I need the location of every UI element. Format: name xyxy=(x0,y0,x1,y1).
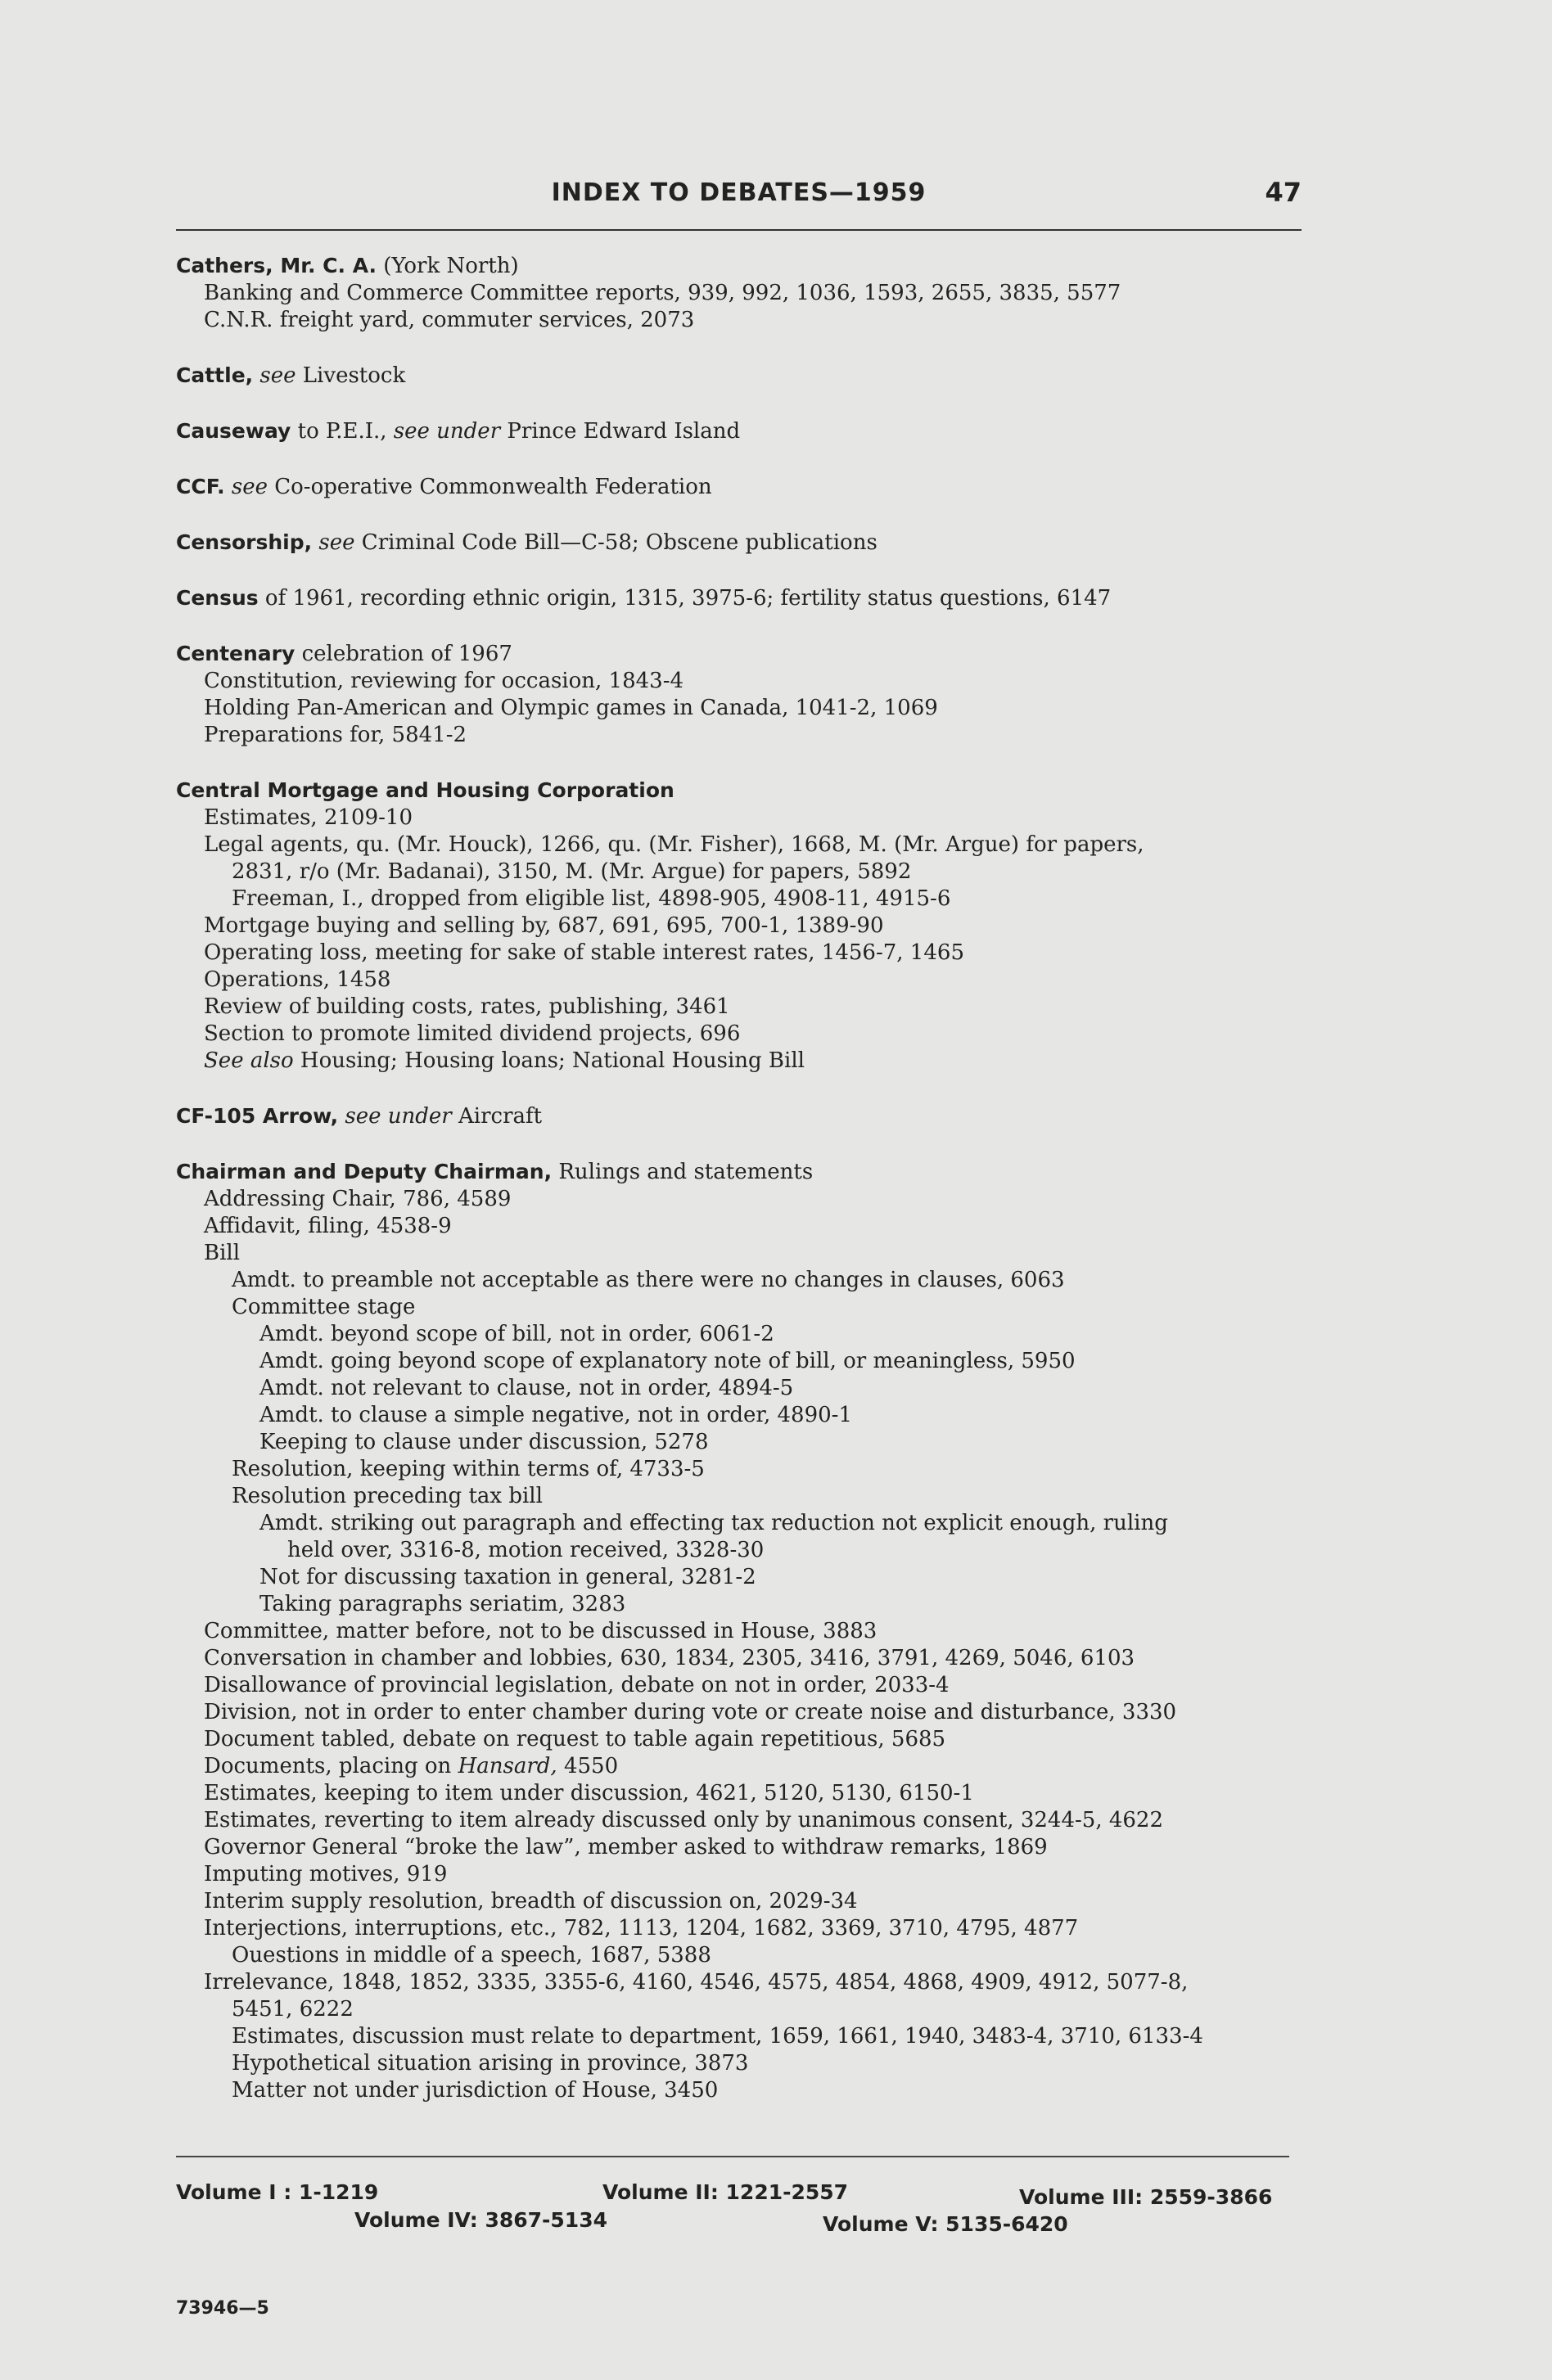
entry-term: Censorship, xyxy=(176,530,313,554)
index-entry xyxy=(176,252,1322,334)
page-title: INDEX TO DEBATES—1959 xyxy=(551,178,927,207)
sub-entry-text: C.N.R. freight yard, commuter services, 2073 xyxy=(204,308,695,332)
see-reference: see under xyxy=(338,1104,452,1129)
entry-heading xyxy=(176,584,1322,612)
sub-entry-text: Irrelevance, 1848, 1852, 3335, 3355-6, 4160, 4546, 4575, 4854, 4868, 4909, 4912, 5077-8, xyxy=(204,1970,1189,1995)
entry-detail: Livestock xyxy=(296,363,406,388)
sub-entry-text: Division, not in order to enter chamber during vote or create noise and disturbance, 3330 xyxy=(204,1700,1177,1724)
index-entry xyxy=(176,529,1322,557)
sub-entry xyxy=(176,967,1322,994)
sub-entry-text: Amdt. going beyond scope of explanatory note of bill, or meaningless, 5950 xyxy=(259,1349,1076,1373)
entry-term: Chairman and Deputy Chairman, xyxy=(176,1160,553,1183)
index-entry xyxy=(176,473,1322,501)
sub-entry-text: Addressing Chair, 786, 4589 xyxy=(204,1187,512,1211)
sub-entry xyxy=(176,1753,1322,1780)
sub-entry xyxy=(176,1213,1322,1240)
footer-volume-3: Volume III: 2559-3866 xyxy=(1019,2185,1273,2209)
entry-detail: (York North) xyxy=(377,254,519,278)
entry-detail: Co-operative Commonwealth Federation xyxy=(268,475,712,499)
entry-detail: Rulings and statements xyxy=(552,1160,814,1184)
sub-entry xyxy=(176,1969,1322,1996)
sub-entry xyxy=(176,1564,1322,1591)
sub-entry xyxy=(176,1780,1322,1807)
entry-heading xyxy=(176,1158,1322,1186)
sub-entry-text: Committee, matter before, not to be discussed in House, 3883 xyxy=(204,1619,878,1643)
sub-entry-text: Bill xyxy=(204,1241,241,1265)
sub-entry-text: 5451, 6222 xyxy=(232,1997,354,2022)
sub-entry xyxy=(176,1942,1322,1969)
sub-entry xyxy=(176,913,1322,940)
entry-detail: celebration of 1967 xyxy=(295,642,512,666)
entry-term: Central Mortgage and Housing Corporation xyxy=(176,778,674,802)
sub-entry-text: Operating loss, meeting for sake of stable interest rates, 1456-7, 1465 xyxy=(204,940,964,965)
sub-entry-text: Interjections, interruptions, etc., 782, 1113, 1204, 1682, 3369, 3710, 4795, 4877 xyxy=(204,1916,1079,1941)
sub-entry-text: Preparations for, 5841-2 xyxy=(204,723,467,747)
sub-entry-text: Amdt. striking out paragraph and effecting tax reduction not explicit enough, ruling xyxy=(259,1511,1168,1535)
sub-entry-text: Banking and Commerce Committee reports, 939, 992, 1036, 1593, 2655, 3835, 5577 xyxy=(204,281,1121,305)
sub-entry-text: Resolution preceding tax bill xyxy=(232,1484,543,1508)
sub-entry-text: Freeman, I., dropped from eligible list, 4898-905, 4908-11, 4915-6 xyxy=(232,886,951,911)
sub-entry xyxy=(176,1048,1322,1075)
sub-entry-text: held over, 3316-8, motion received, 3328-30 xyxy=(287,1538,765,1562)
sub-entry-text: Taking paragraphs seriatim, 3283 xyxy=(259,1592,626,1616)
sub-entry xyxy=(176,1726,1322,1753)
entry-heading xyxy=(176,362,1322,390)
sub-entry xyxy=(176,1618,1322,1645)
footer-volume-2: Volume II: 1221-2557 xyxy=(602,2180,849,2204)
index-entry xyxy=(176,362,1322,390)
sub-entry-text: Interim supply resolution, breadth of discussion on, 2029-34 xyxy=(204,1889,858,1913)
entry-term: Causeway xyxy=(176,419,291,443)
sub-entry xyxy=(176,886,1322,913)
sub-entry xyxy=(176,1021,1322,1048)
footer-volume-1: Volume I : 1-1219 xyxy=(176,2180,379,2204)
see-reference: see xyxy=(253,363,296,388)
index-entry xyxy=(176,584,1322,612)
sub-entry xyxy=(176,307,1322,334)
see-also-reference: See also xyxy=(204,1048,294,1073)
sub-entry xyxy=(176,1186,1322,1213)
sub-entry-text: Mortgage buying and selling by, 687, 691, 695, 700-1, 1389-90 xyxy=(204,913,884,938)
sub-entry-text: Amdt. to clause a simple negative, not in order, 4890-1 xyxy=(259,1403,853,1427)
sub-entry-text: Housing; Housing loans; National Housing Bill xyxy=(293,1048,805,1073)
entry-term: Cathers, Mr. C. A. xyxy=(176,254,377,277)
entry-heading xyxy=(176,252,1322,280)
sub-entry xyxy=(176,1672,1322,1699)
sub-entry xyxy=(176,695,1322,722)
sub-entry xyxy=(176,805,1322,832)
sub-entry xyxy=(176,2050,1322,2077)
sub-entry-text: Constitution, reviewing for occasion, 1843-4 xyxy=(204,669,684,693)
entry-heading xyxy=(176,473,1322,501)
entry-term: CF-105 Arrow, xyxy=(176,1104,339,1128)
sub-entry-text: 2831, r/o (Mr. Badanai), 3150, M. (Mr. Argue) for papers, 5892 xyxy=(232,859,912,884)
index-entry xyxy=(176,1102,1322,1130)
sub-entry xyxy=(176,1375,1322,1402)
entry-detail: Aircraft xyxy=(451,1104,543,1129)
entry-term: Cattle, xyxy=(176,363,254,387)
sub-entry-text: Documents, placing on xyxy=(204,1754,452,1778)
sub-entry-text: Estimates, discussion must relate to department, 1659, 1661, 1940, 3483-4, 3710, 6133-4 xyxy=(232,2024,1203,2049)
entry-term: Census xyxy=(176,586,259,610)
sub-entry-text: Estimates, 2109-10 xyxy=(204,805,413,830)
index-entry xyxy=(176,640,1322,749)
sub-entry-text: Governor General “broke the law”, member asked to withdraw remarks, 1869 xyxy=(204,1835,1048,1859)
sub-entry-text: Legal agents, qu. (Mr. Houck), 1266, qu. (Mr. Fisher), 1668, M. (Mr. Argue) for papers, xyxy=(204,832,1144,857)
see-reference: see xyxy=(224,475,268,499)
sub-entry-text: Review of building costs, rates, publishing, 3461 xyxy=(204,994,730,1019)
sub-entry xyxy=(176,1834,1322,1861)
index-entry xyxy=(176,777,1322,1075)
footer-volume-5: Volume V: 5135-6420 xyxy=(823,2212,1068,2236)
sub-entry-text: 4550 xyxy=(557,1754,619,1778)
sub-entry-text: Disallowance of provincial legislation, debate on not in order, 2033-4 xyxy=(204,1673,950,1697)
entry-detail: of 1961, recording ethnic origin, 1315, 3975-6; fertility status questions, 6147 xyxy=(258,586,1112,611)
sub-entry xyxy=(176,1537,1322,1564)
sub-entry xyxy=(176,1267,1322,1294)
sub-entry xyxy=(176,1888,1322,1915)
sub-entry xyxy=(176,668,1322,695)
sub-entry-text: Document tabled, debate on request to table again repetitious, 5685 xyxy=(204,1727,946,1751)
see-reference: see under xyxy=(386,419,501,444)
sub-entry xyxy=(176,1645,1322,1672)
sub-entry xyxy=(176,1915,1322,1942)
sub-entry-text: Not for discussing taxation in general, 3281-2 xyxy=(259,1565,756,1589)
sub-entry xyxy=(176,2077,1322,2104)
header-rule xyxy=(176,229,1302,231)
entry-detail: Criminal Code Bill—C-58; Obscene publications xyxy=(354,530,878,555)
sub-entry-text: Estimates, reverting to item already discussed only by unanimous consent, 3244-5, 4622 xyxy=(204,1808,1164,1832)
entry-term: CCF. xyxy=(176,475,225,498)
sub-entry-text: Keeping to clause under discussion, 5278 xyxy=(259,1430,709,1454)
sub-entry xyxy=(176,994,1322,1021)
sub-entry-text: Matter not under jurisdiction of House, 3450 xyxy=(232,2078,719,2103)
sub-entry-text: Amdt. not relevant to clause, not in order, 4894-5 xyxy=(259,1376,794,1400)
footer-volume-4: Volume IV: 3867-5134 xyxy=(354,2208,607,2232)
italic-title: Hansard, xyxy=(451,1754,557,1778)
sub-entry xyxy=(176,940,1322,967)
entry-heading xyxy=(176,777,1322,805)
sub-entry xyxy=(176,1456,1322,1483)
sub-entry xyxy=(176,1321,1322,1348)
sub-entry xyxy=(176,1348,1322,1375)
entry-heading xyxy=(176,529,1322,557)
entry-heading xyxy=(176,417,1322,445)
sub-entry xyxy=(176,1483,1322,1510)
entry-detail: to P.E.I., xyxy=(291,419,387,444)
sub-entry-text: Hypothetical situation arising in province, 3873 xyxy=(232,2051,749,2076)
index-entry xyxy=(176,417,1322,445)
sub-entry xyxy=(176,1294,1322,1321)
sub-entry-text: Affidavit, filing, 4538-9 xyxy=(204,1214,452,1238)
sub-entry-text: Conversation in chamber and lobbies, 630, 1834, 2305, 3416, 3791, 4269, 5046, 6103 xyxy=(204,1646,1135,1670)
sub-entry-text: Amdt. beyond scope of bill, not in order, 6061-2 xyxy=(259,1322,774,1346)
sub-entry-text: Ouestions in middle of a speech, 1687, 5388 xyxy=(232,1943,711,1968)
see-reference: see xyxy=(312,530,355,555)
sub-entry xyxy=(176,1861,1322,1888)
entry-heading xyxy=(176,640,1322,668)
sub-entry-text: Amdt. to preamble not acceptable as there were no changes in clauses, 6063 xyxy=(232,1268,1065,1292)
sub-entry-text: Section to promote limited dividend projects, 696 xyxy=(204,1021,741,1046)
sub-entry xyxy=(176,1591,1322,1618)
sub-entry xyxy=(176,1699,1322,1726)
index-entries xyxy=(176,252,1322,2132)
entry-heading xyxy=(176,1102,1322,1130)
printer-code: 73946—5 xyxy=(176,2298,269,2319)
page-number: 47 xyxy=(1265,177,1302,208)
sub-entry-text: Operations, 1458 xyxy=(204,967,391,992)
sub-entry xyxy=(176,1996,1322,2023)
footer-rule xyxy=(176,2156,1289,2157)
entry-detail: Prince Edward Island xyxy=(500,419,741,444)
index-entry xyxy=(176,1158,1322,2104)
sub-entry xyxy=(176,2023,1322,2050)
sub-entry xyxy=(176,280,1322,307)
sub-entry xyxy=(176,1510,1322,1537)
sub-entry xyxy=(176,1429,1322,1456)
sub-entry-text: Estimates, keeping to item under discussion, 4621, 5120, 5130, 6150-1 xyxy=(204,1781,974,1805)
sub-entry-text: Holding Pan-American and Olympic games in Canada, 1041-2, 1069 xyxy=(204,696,938,720)
sub-entry-text: Imputing motives, 919 xyxy=(204,1862,448,1886)
sub-entry xyxy=(176,859,1322,886)
sub-entry xyxy=(176,1807,1322,1834)
sub-entry xyxy=(176,1402,1322,1429)
sub-entry xyxy=(176,832,1322,859)
page-header xyxy=(176,172,1302,229)
sub-entry-text: Committee stage xyxy=(232,1295,416,1319)
entry-term: Centenary xyxy=(176,642,296,665)
sub-entry xyxy=(176,1240,1322,1267)
sub-entry xyxy=(176,722,1322,749)
sub-entry-text: Resolution, keeping within terms of, 4733-5 xyxy=(232,1457,705,1481)
